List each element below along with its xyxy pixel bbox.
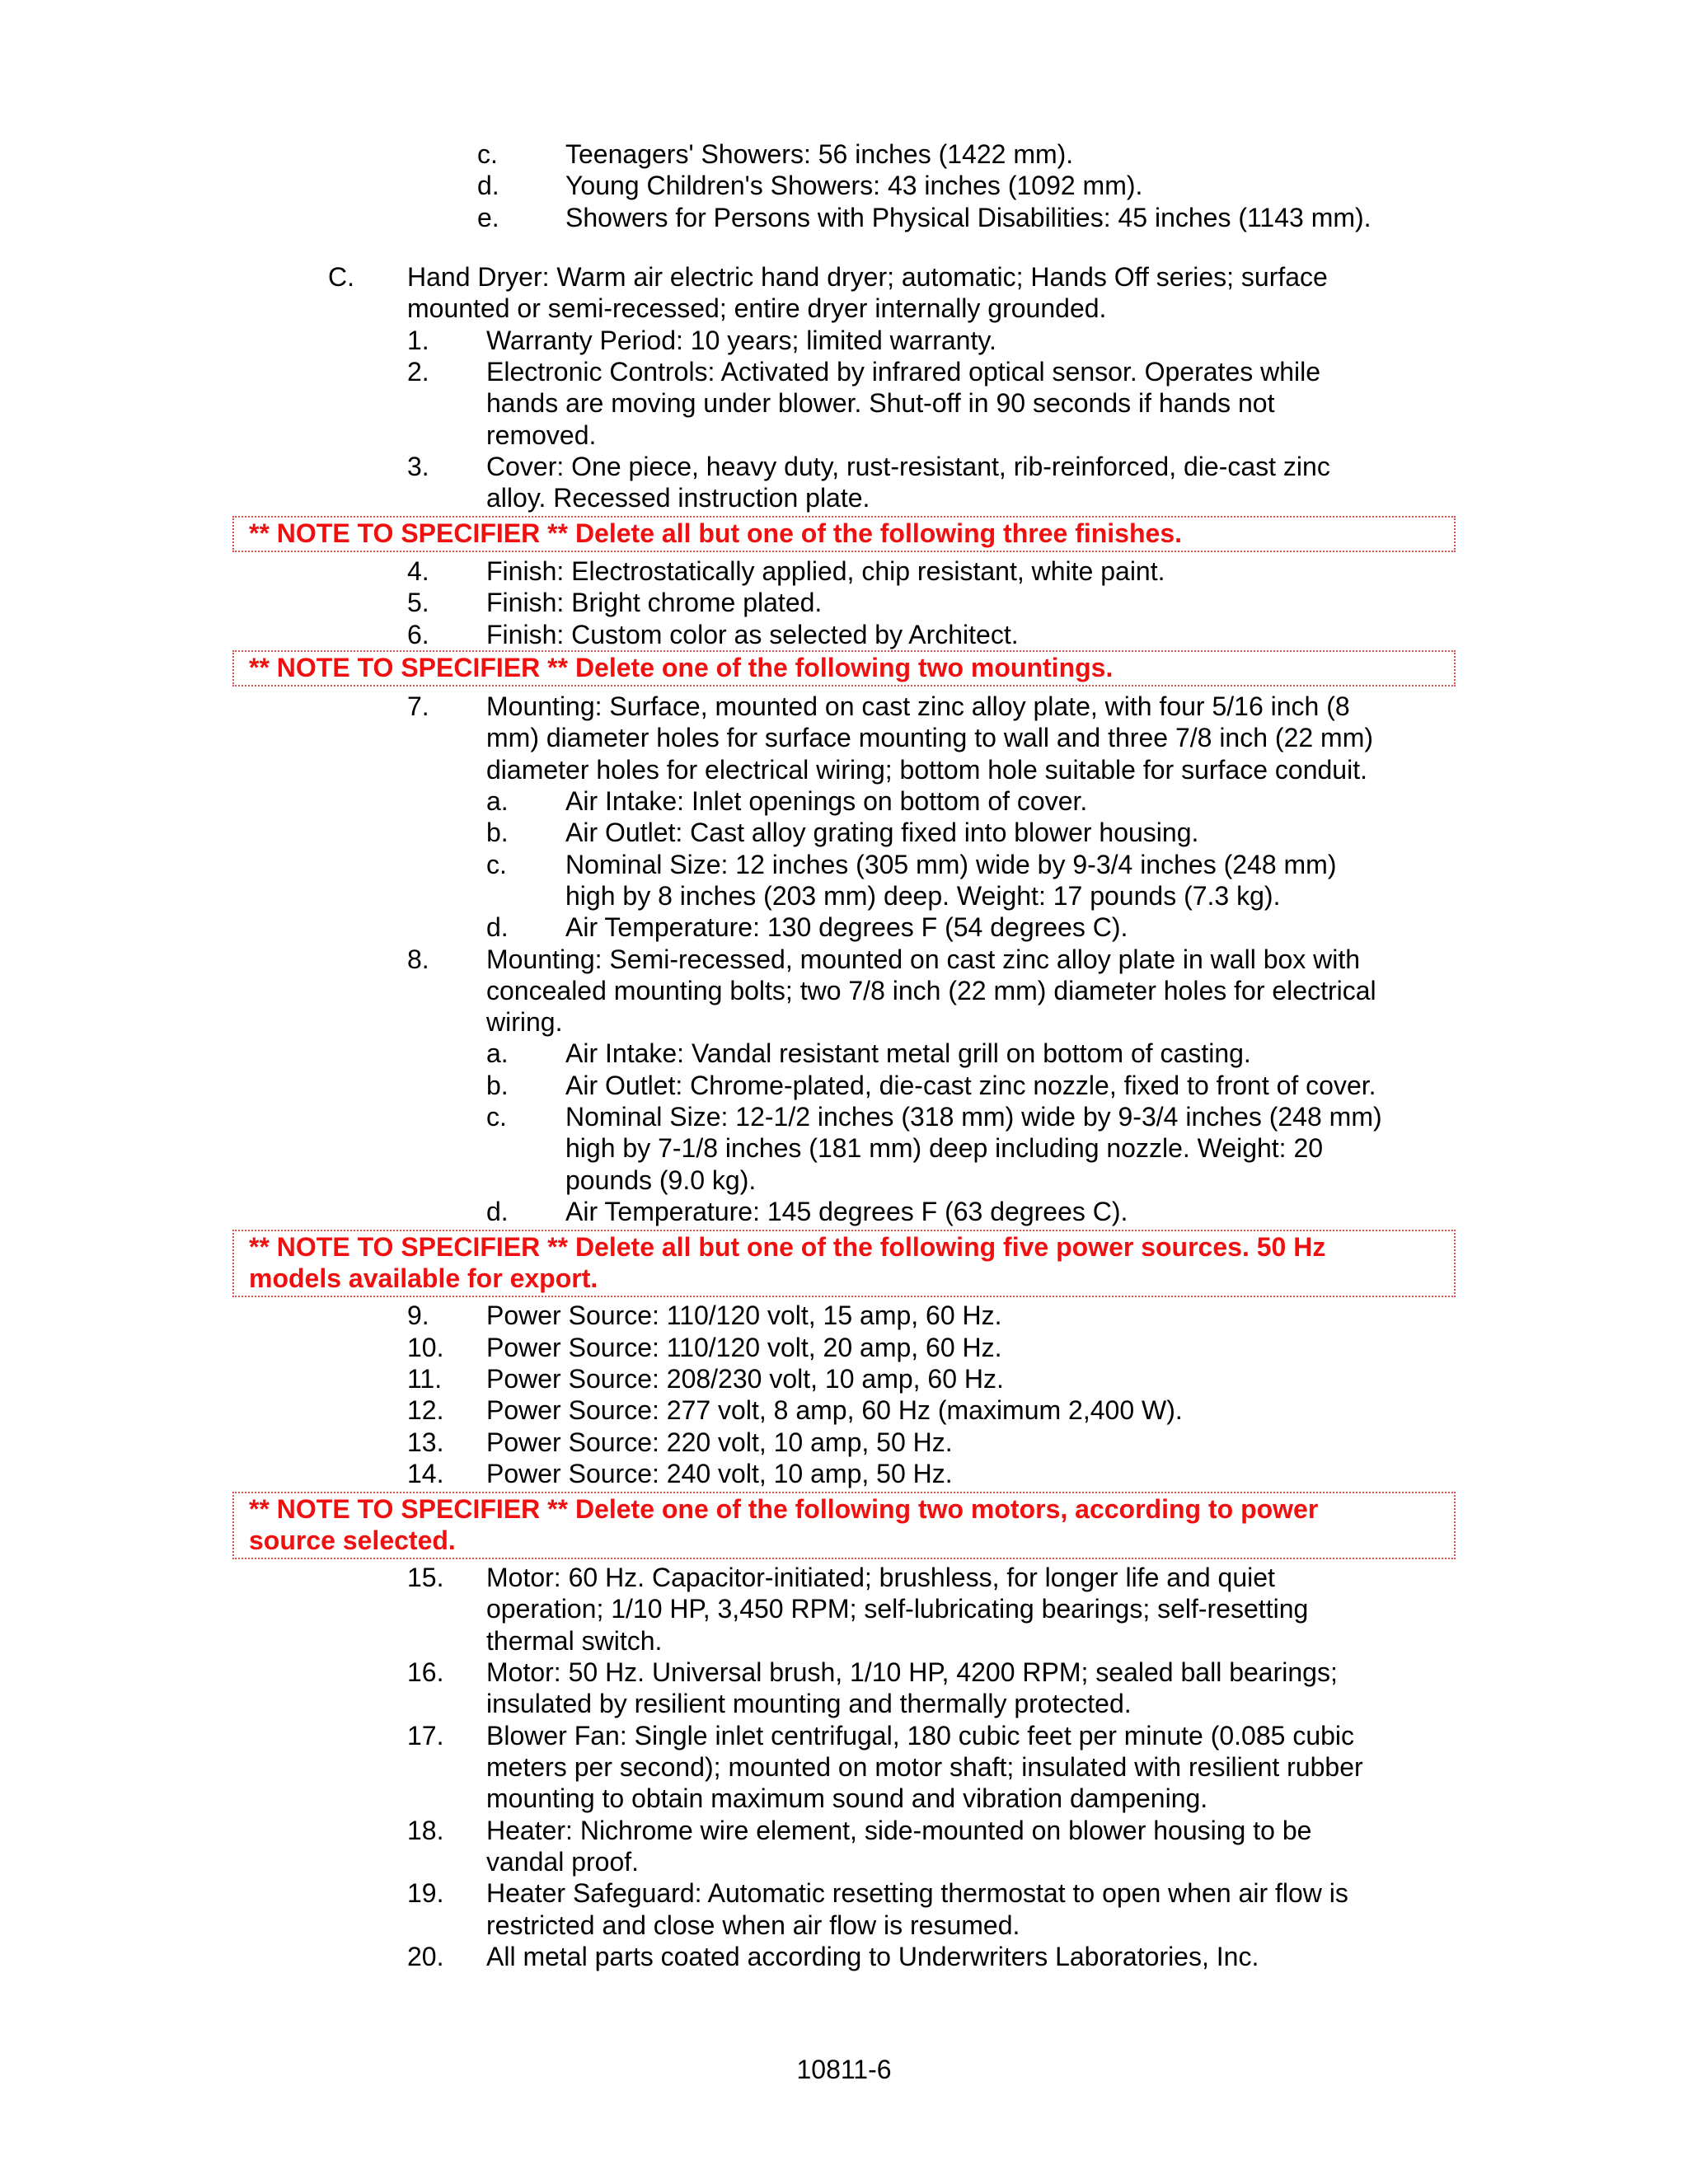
item-text: Cover: One piece, heavy duty, rust-resistant, rib-reinforced, die-cast zinc (486, 452, 1330, 481)
item-number: c. (486, 850, 507, 879)
item-number: a. (486, 786, 509, 816)
item-text: Power Source: 277 volt, 8 amp, 60 Hz (maximum 2,400 W). (486, 1395, 1183, 1425)
item-number: 8. (407, 944, 429, 974)
item-text: Warranty Period: 10 years; limited warranty. (486, 326, 996, 355)
note-text: ** NOTE TO SPECIFIER ** Delete one of the following two mountings. (249, 653, 1114, 682)
item-text: Air Outlet: Chrome-plated, die-cast zinc nozzle, fixed to front of cover. (565, 1071, 1376, 1100)
item-number: 18. (407, 1816, 444, 1845)
item-text: high by 7-1/8 inches (181 mm) deep including nozzle. Weight: 20 (565, 1133, 1324, 1163)
item-number: 9. (407, 1301, 429, 1330)
item-text: Air Intake: Inlet openings on bottom of cover. (565, 786, 1088, 816)
item-number: 20. (407, 1942, 444, 1971)
item-text: operation; 1/10 HP, 3,450 RPM; self-lubricating bearings; self-resetting (486, 1594, 1309, 1624)
item-text: Nominal Size: 12 inches (305 mm) wide by 9-3/4 inches (248 mm) (565, 850, 1337, 879)
item-number: 19. (407, 1878, 444, 1908)
item-number: 16. (407, 1657, 444, 1687)
item-number: b. (486, 1071, 509, 1100)
item-text: thermal switch. (486, 1626, 663, 1656)
item-number: 14. (407, 1459, 444, 1488)
item-text: Power Source: 240 volt, 10 amp, 50 Hz. (486, 1459, 953, 1488)
item-text: restricted and close when air flow is resumed. (486, 1910, 1020, 1940)
note-text: source selected. (249, 1526, 456, 1555)
item-text: insulated by resilient mounting and thermally protected. (486, 1689, 1132, 1718)
item-text: diameter holes for electrical wiring; bottom hole suitable for surface conduit. (486, 755, 1367, 785)
item-number: d. (486, 1197, 509, 1226)
item-number: 7. (407, 691, 429, 721)
item-text: Power Source: 208/230 volt, 10 amp, 60 Hz. (486, 1364, 1004, 1394)
item-text: Electronic Controls: Activated by infrared optical sensor. Operates while (486, 357, 1321, 387)
item-text: high by 8 inches (203 mm) deep. Weight: 17 pounds (7.3 kg). (565, 881, 1281, 911)
item-text: Heater Safeguard: Automatic resetting thermostat to open when air flow is (486, 1878, 1348, 1908)
item-text: Air Temperature: 145 degrees F (63 degrees C). (565, 1197, 1128, 1226)
note-to-specifier (232, 650, 1456, 687)
item-text: Power Source: 110/120 volt, 15 amp, 60 Hz. (486, 1301, 1002, 1330)
item-text: All metal parts coated according to Underwriters Laboratories, Inc. (486, 1942, 1259, 1971)
note-text: models available for export. (249, 1263, 598, 1293)
item-number: 4. (407, 556, 429, 586)
item-number: 17. (407, 1721, 444, 1750)
note-to-specifier (232, 1230, 1456, 1297)
item-text: alloy. Recessed instruction plate. (486, 483, 870, 513)
item-text: Hand Dryer: Warm air electric hand dryer; automatic; Hands Off series; surface (407, 262, 1328, 292)
note-to-specifier (232, 516, 1456, 552)
item-text: Air Temperature: 130 degrees F (54 degrees C). (565, 912, 1128, 942)
item-number: 15. (407, 1563, 444, 1592)
item-text: Power Source: 220 volt, 10 amp, 50 Hz. (486, 1427, 953, 1457)
item-text: Mounting: Surface, mounted on cast zinc alloy plate, with four 5/16 inch (8 (486, 691, 1350, 721)
item-number: 1. (407, 326, 429, 355)
item-text: mounted or semi-recessed; entire dryer internally grounded. (407, 293, 1107, 323)
item-number: a. (486, 1038, 509, 1068)
note-text: ** NOTE TO SPECIFIER ** Delete all but one of the following three finishes. (249, 518, 1182, 548)
item-text: Air Intake: Vandal resistant metal grill on bottom of casting. (565, 1038, 1251, 1068)
item-text: mm) diameter holes for surface mounting to wall and three 7/8 inch (22 mm) (486, 723, 1374, 752)
item-text: Showers for Persons with Physical Disabilities: 45 inches (1143 mm). (565, 203, 1372, 232)
item-text: Mounting: Semi-recessed, mounted on cast zinc alloy plate in wall box with (486, 944, 1361, 974)
item-text: wiring. (486, 1007, 563, 1037)
item-number: 10. (407, 1333, 444, 1362)
item-number: c. (477, 139, 498, 169)
item-text: Air Outlet: Cast alloy grating fixed into blower housing. (565, 818, 1199, 847)
item-text: Nominal Size: 12-1/2 inches (318 mm) wide by 9-3/4 inches (248 mm) (565, 1102, 1382, 1132)
item-text: Teenagers' Showers: 56 inches (1422 mm). (565, 139, 1074, 169)
note-to-specifier (232, 1492, 1456, 1559)
item-text: Finish: Bright chrome plated. (486, 588, 823, 617)
item-text: Power Source: 110/120 volt, 20 amp, 60 Hz. (486, 1333, 1002, 1362)
item-number: 12. (407, 1395, 444, 1425)
note-text: ** NOTE TO SPECIFIER ** Delete all but one of the following five power sources. 50 Hz (249, 1232, 1326, 1262)
item-number: 6. (407, 620, 429, 649)
item-text: pounds (9.0 kg). (565, 1165, 757, 1195)
item-text: concealed mounting bolts; two 7/8 inch (22 mm) diameter holes for electrical (486, 976, 1376, 1005)
item-number: e. (477, 203, 499, 232)
item-number: d. (477, 171, 499, 200)
item-text: meters per second); mounted on motor shaft; insulated with resilient rubber (486, 1752, 1363, 1782)
item-text: removed. (486, 420, 597, 450)
page-number: 10811-6 (796, 2055, 892, 2084)
item-text: Motor: 50 Hz. Universal brush, 1/10 HP, 4200 RPM; sealed ball bearings; (486, 1657, 1338, 1687)
item-text: hands are moving under blower. Shut-off in 90 seconds if hands not (486, 388, 1275, 418)
item-number: c. (486, 1102, 507, 1132)
item-text: mounting to obtain maximum sound and vibration dampening. (486, 1783, 1208, 1813)
note-text: ** NOTE TO SPECIFIER ** Delete one of the following two motors, according to power (249, 1494, 1319, 1524)
item-text: Finish: Electrostatically applied, chip resistant, white paint. (486, 556, 1165, 586)
item-number: 3. (407, 452, 429, 481)
item-text: vandal proof. (486, 1847, 640, 1877)
item-number: 2. (407, 357, 429, 387)
item-number: 5. (407, 588, 429, 617)
item-text: Motor: 60 Hz. Capacitor-initiated; brushless, for longer life and quiet (486, 1563, 1275, 1592)
item-text: Finish: Custom color as selected by Architect. (486, 620, 1019, 649)
item-text: Blower Fan: Single inlet centrifugal, 180 cubic feet per minute (0.085 cubic (486, 1721, 1355, 1750)
item-number: C. (328, 262, 354, 292)
item-number: d. (486, 912, 509, 942)
item-number: b. (486, 818, 509, 847)
item-number: 11. (407, 1364, 443, 1394)
item-text: Young Children's Showers: 43 inches (1092 mm). (565, 171, 1143, 200)
item-number: 13. (407, 1427, 444, 1457)
item-text: Heater: Nichrome wire element, side-mounted on blower housing to be (486, 1816, 1312, 1845)
